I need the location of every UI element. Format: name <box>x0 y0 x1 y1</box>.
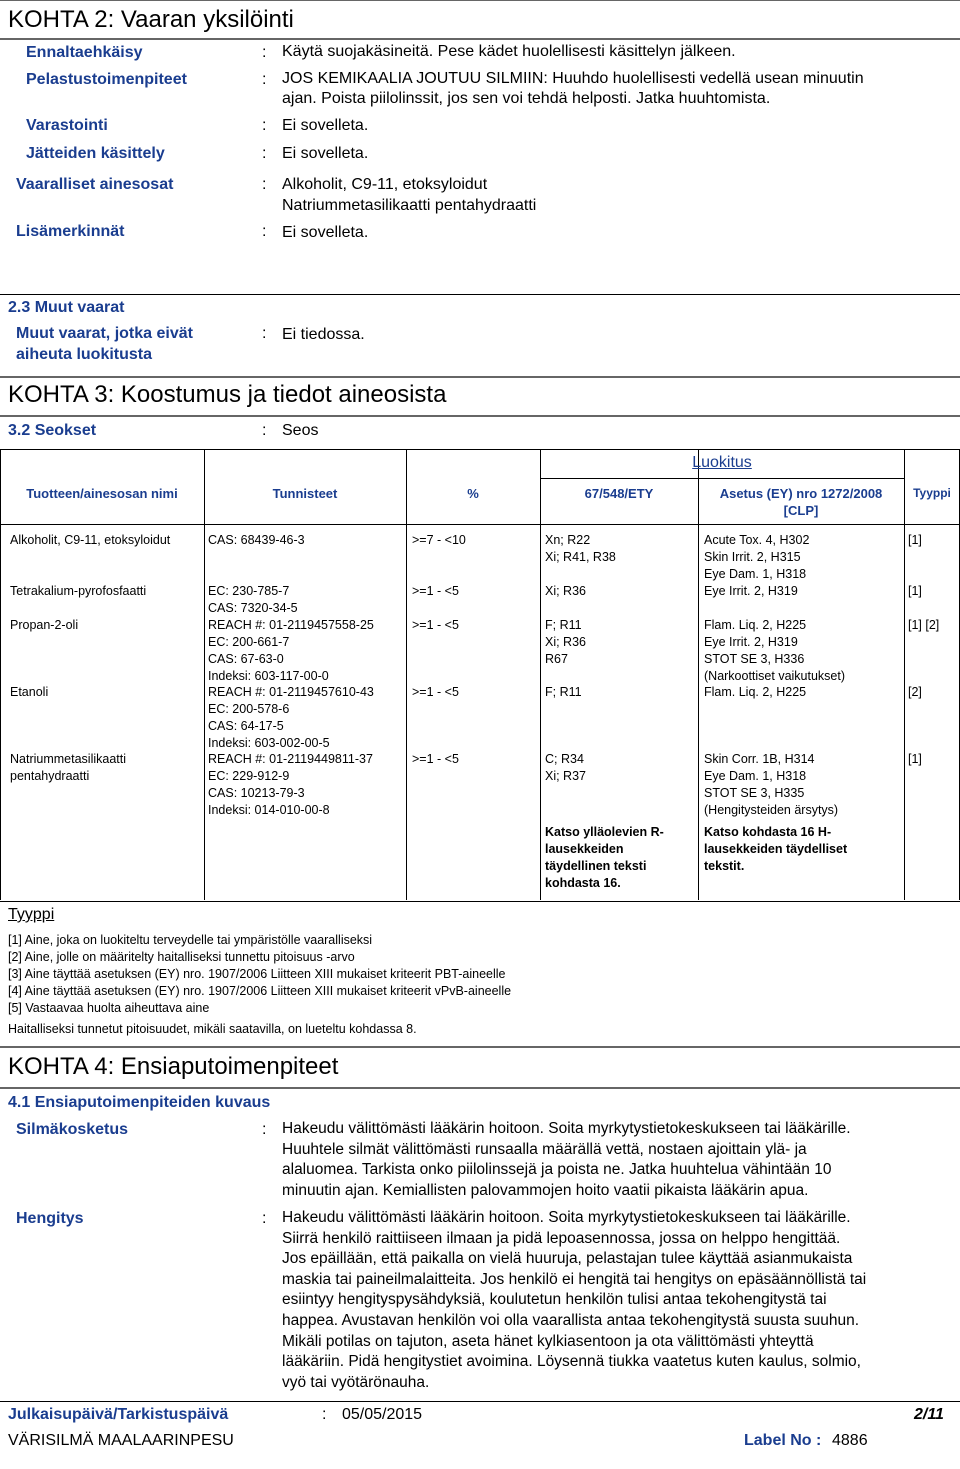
row2-type: [1] <box>908 584 922 598</box>
section-3-divider <box>0 415 960 417</box>
header-identifiers: Tunnisteet <box>272 486 338 501</box>
prevention-value: Käytä suojakäsineitä. Pese kädet huolellisesti käsittelyn jälkeen. <box>282 43 736 60</box>
inh-line: Hakeudu välittömästi lääkärin hoitoon. Soita myrkytystietokeskukseen tai lääkärille. <box>282 1209 851 1226</box>
row4-id: REACH #: 01-2119457610-43 <box>208 685 374 699</box>
inh-line: Jos epäillään, että paikalla on vielä huuruja, pelastajan tulee käyttää asianmukaista <box>282 1250 853 1268</box>
row3-dsd: Xi; R36 <box>545 635 586 649</box>
label-no-label: Label No : <box>744 1432 822 1449</box>
row1-name: Alkoholit, C9-11, etoksyloidut <box>10 533 171 547</box>
row2-clp: Eye Irrit. 2, H319 <box>704 584 798 598</box>
product-name: VÄRISILMÄ MAALAARINPESU <box>8 1432 234 1449</box>
other-hazards-label-line2: aiheuta luokitusta <box>16 346 153 363</box>
row5-clp: Eye Dam. 1, H318 <box>704 769 807 783</box>
row2-name: Tetrakalium-pyrofosfaatti <box>10 584 147 598</box>
eye-line: alaluomea. Tarkista onko piilolinssejä ja poista ne. Jatka huuhtelua vähintään 10 <box>282 1161 832 1179</box>
exposure-limits-note: Haitalliseksi tunnetut pitoisuudet, mikäli saatavilla, on lueteltu kohdassa 8. <box>8 1022 417 1036</box>
other-hazards-heading: 2.3 Muut vaarat <box>8 299 125 316</box>
row5-pct: >=1 - <5 <box>412 752 459 766</box>
eye-line: minuutin ajan. Kemiallisten palovammojen hoito vaatii pikaista lääkärin apua. <box>282 1181 809 1199</box>
inh-line: happea. Avustavan henkilön voi olla vaarallista antaa tekohengitystä suusta suuhun. <box>282 1311 860 1329</box>
hazardous-ingredients-label: Vaaralliset ainesosat <box>16 176 174 193</box>
header-clp-line2: [CLP] <box>783 503 819 518</box>
row3-id: REACH #: 01-2119457558-25 <box>208 618 374 632</box>
row4-pct: >=1 - <5 <box>412 685 459 699</box>
row5-id: REACH #: 01-2119449811-37 <box>208 752 373 766</box>
row4-name: Etanoli <box>10 685 49 699</box>
dsd-note: lausekkeiden <box>545 842 624 856</box>
header-percent: % <box>467 486 479 501</box>
mixtures-label: 3.2 Seokset <box>8 422 97 439</box>
section-4-title: KOHTA 4: Ensiaputoimenpiteet <box>8 1053 339 1080</box>
row4-type: [2] <box>908 685 922 699</box>
type-note: [2] Aine, jolle on määritelty haitalliseksi tunnettu pitoisuus -arvo <box>8 950 355 964</box>
table-line <box>0 524 960 525</box>
row3-clp: STOT SE 3, H336 <box>704 652 805 666</box>
inh-line: Siirrä henkilö raittiiseen ilmaan ja pidä lepoasennossa, jossa on helppo hengittää. <box>282 1229 841 1247</box>
row5-clp: Skin Corr. 1B, H314 <box>704 752 815 766</box>
row4-clp: Flam. Liq. 2, H225 <box>704 685 807 699</box>
section-4-divider <box>0 1087 960 1089</box>
colon: : <box>262 71 267 88</box>
page-number: 2/11 <box>914 1406 944 1423</box>
row5-type: [1] <box>908 752 922 766</box>
row3-id: Indeksi: 603-117-00-0 <box>208 669 329 683</box>
row1-dsd: Xn; R22 <box>545 533 591 547</box>
dsd-note: täydellinen teksti <box>545 859 647 873</box>
inh-line: lääkäriin. Pidä hengitystiet avoimina. Löysennä tiukka vaatetus kuten kaulus, solmio, <box>282 1353 861 1371</box>
row3-clp: Flam. Liq. 2, H225 <box>704 618 807 632</box>
header-clp-line1: Asetus (EY) nro 1272/2008 <box>719 486 883 501</box>
row4-dsd: F; R11 <box>545 685 582 699</box>
response-label: Pelastustoimenpiteet <box>26 71 187 88</box>
row5-id: CAS: 10213-79-3 <box>208 786 305 800</box>
prevention-label: Ennaltaehkäisy <box>26 44 143 61</box>
section-4-top-divider <box>0 1046 960 1048</box>
clp-note: lausekkeiden täydelliset <box>704 842 848 856</box>
row1-clp: Eye Dam. 1, H318 <box>704 567 807 581</box>
row5-clp: STOT SE 3, H335 <box>704 786 805 800</box>
other-hazards-value: Ei tiedossa. <box>282 326 365 343</box>
table-line <box>540 478 904 479</box>
row3-dsd: R67 <box>545 652 568 666</box>
row3-id: CAS: 67-63-0 <box>208 652 284 666</box>
type-note: [3] Aine täyttää asetuksen (EY) nro. 1907/2006 Liitteen XIII mukaiset kriteerit PBT-aineelle <box>8 967 506 981</box>
row5-clp: (Hengitysteiden ärsytys) <box>704 803 839 817</box>
eye-contact-text <box>282 1119 851 1201</box>
row1-clp: Acute Tox. 4, H302 <box>704 533 810 547</box>
eye-contact-label: Silmäkosketus <box>16 1121 129 1138</box>
clp-note: Katso kohdasta 16 H- <box>704 825 832 839</box>
colon: : <box>262 223 267 240</box>
other-hazards-label-line1: Muut vaarat, jotka eivät <box>16 325 193 342</box>
colon: : <box>262 117 267 134</box>
supplemental-value: Ei sovelleta. <box>282 224 369 241</box>
row1-pct: >=7 - <10 <box>412 533 466 547</box>
inhalation-text <box>282 1208 866 1393</box>
inh-line: esiintyy hengityspysähdyksiä, koulutetun henkilön tulisi antaa tekohengitystä tai <box>282 1291 827 1309</box>
hazardous-ingredient-2: Natriummetasilikaatti pentahydraatti <box>282 197 537 214</box>
inhalation-label: Hengitys <box>16 1210 84 1227</box>
row1-type: [1] <box>908 533 922 547</box>
row3-clp: Eye Irrit. 2, H319 <box>704 635 798 649</box>
row3-type: [1] [2] <box>908 618 940 632</box>
row4-id: CAS: 64-17-5 <box>208 719 284 733</box>
section-3-top-divider <box>0 376 960 378</box>
type-note: [1] Aine, joka on luokiteltu terveydelle tai ympäristölle vaaralliseksi <box>8 933 373 947</box>
inh-line: Mikäli potilas on tajuton, aseta hänet kylkiasentoon ja ota välittömästi yhteyttä <box>282 1332 814 1350</box>
row2-id: CAS: 7320-34-5 <box>208 601 298 615</box>
row5-name: Natriummetasilikaatti <box>10 752 127 766</box>
row2-dsd: Xi; R36 <box>545 584 586 598</box>
table-line <box>0 449 1 900</box>
row1-clp: Skin Irrit. 2, H315 <box>704 550 801 564</box>
colon: : <box>262 145 267 162</box>
table-line <box>204 449 205 900</box>
response-value-line2: ajan. Poista piilolinssit, jos sen voi tehdä helposti. Jatka huuhtomista. <box>282 90 771 107</box>
colon: : <box>262 176 267 193</box>
type-note: [5] Vastaavaa huolta aiheuttava aine <box>8 1001 210 1015</box>
section-3-title: KOHTA 3: Koostumus ja tiedot aineosista <box>8 381 447 408</box>
dsd-note: kohdasta 16. <box>545 876 621 890</box>
disposal-value: Ei sovelleta. <box>282 145 369 162</box>
row4-id: EC: 200-578-6 <box>208 702 290 716</box>
label-no-value: 4886 <box>832 1432 868 1449</box>
row4-id: Indeksi: 603-002-00-5 <box>208 736 330 750</box>
inh-line: maskia tai paineilmalaitteita. Jos henkilö ei hengitä tai hengitys on epäsäännöllistä tai <box>282 1270 867 1288</box>
row5-dsd: C; R34 <box>545 752 584 766</box>
row5-dsd: Xi; R37 <box>545 769 586 783</box>
response-value-line1: JOS KEMIKAALIA JOUTUU SILMIIN: Huuhdo huolellisesti vedellä usean minuutin <box>282 70 864 87</box>
row5-id: Indeksi: 014-010-00-8 <box>208 803 330 817</box>
colon: : <box>262 325 267 342</box>
storage-label: Varastointi <box>26 117 108 134</box>
inh-line: vyö tai vyötärönauha. <box>282 1373 430 1391</box>
colon: : <box>262 1210 267 1227</box>
dsd-note: Katso ylläolevien R- <box>545 825 664 839</box>
colon: : <box>262 422 267 439</box>
row3-pct: >=1 - <5 <box>412 618 459 632</box>
colon: : <box>322 1406 327 1423</box>
row5-name: pentahydraatti <box>10 769 90 783</box>
header-type: Tyyppi <box>913 486 951 500</box>
type-legend-heading: Tyyppi <box>8 906 55 923</box>
type-note: [4] Aine täyttää asetuksen (EY) nro. 1907/2006 Liitteen XIII mukaiset kriteerit vPvB-aineelle <box>8 984 512 998</box>
colon: : <box>262 44 267 61</box>
issue-date-value: 05/05/2015 <box>342 1406 423 1423</box>
issue-date-label: Julkaisupäivä/Tarkistuspäivä <box>8 1406 229 1423</box>
disposal-label: Jätteiden käsittely <box>26 145 165 162</box>
row1-id: CAS: 68439-46-3 <box>208 533 305 547</box>
row3-clp: (Narkoottiset vaikutukset) <box>704 669 846 683</box>
table-line <box>406 449 407 900</box>
section-2-title: KOHTA 2: Vaaran yksilöinti <box>8 6 294 33</box>
row1-dsd: Xi; R41, R38 <box>545 550 616 564</box>
row3-dsd: F; R11 <box>545 618 582 632</box>
classification-header: Luokitus <box>692 454 752 471</box>
header-name: Tuotteen/ainesosan nimi <box>26 486 178 501</box>
section-2-divider <box>0 38 960 40</box>
footer-divider <box>0 1401 960 1402</box>
table-line <box>904 449 905 900</box>
hazardous-ingredient-1: Alkoholit, C9-11, etoksyloidut <box>282 176 488 193</box>
top-border <box>0 0 960 1</box>
row3-name: Propan-2-oli <box>10 618 79 632</box>
header-dsd: 67/548/ETY <box>584 486 654 501</box>
row2-id: EC: 230-785-7 <box>208 584 290 598</box>
row3-id: EC: 200-661-7 <box>208 635 290 649</box>
eye-line: Hakeudu välittömästi lääkärin hoitoon. Soita myrkytystietokeskukseen tai lääkärille. <box>282 1120 851 1137</box>
mixtures-value: Seos <box>282 422 319 439</box>
eye-line: Huuhtele silmät välittömästi runsaalla määrällä vettä, nostaen ajoittain ylä- ja <box>282 1140 807 1158</box>
row2-pct: >=1 - <5 <box>412 584 459 598</box>
row5-id: EC: 229-912-9 <box>208 769 290 783</box>
colon: : <box>262 1121 267 1138</box>
supplemental-label: Lisämerkinnät <box>16 223 125 240</box>
first-aid-subheading: 4.1 Ensiaputoimenpiteiden kuvaus <box>8 1094 271 1111</box>
storage-value: Ei sovelleta. <box>282 117 369 134</box>
clp-note: tekstit. <box>704 859 745 873</box>
table-line <box>540 449 541 900</box>
subsection-divider <box>0 294 960 295</box>
